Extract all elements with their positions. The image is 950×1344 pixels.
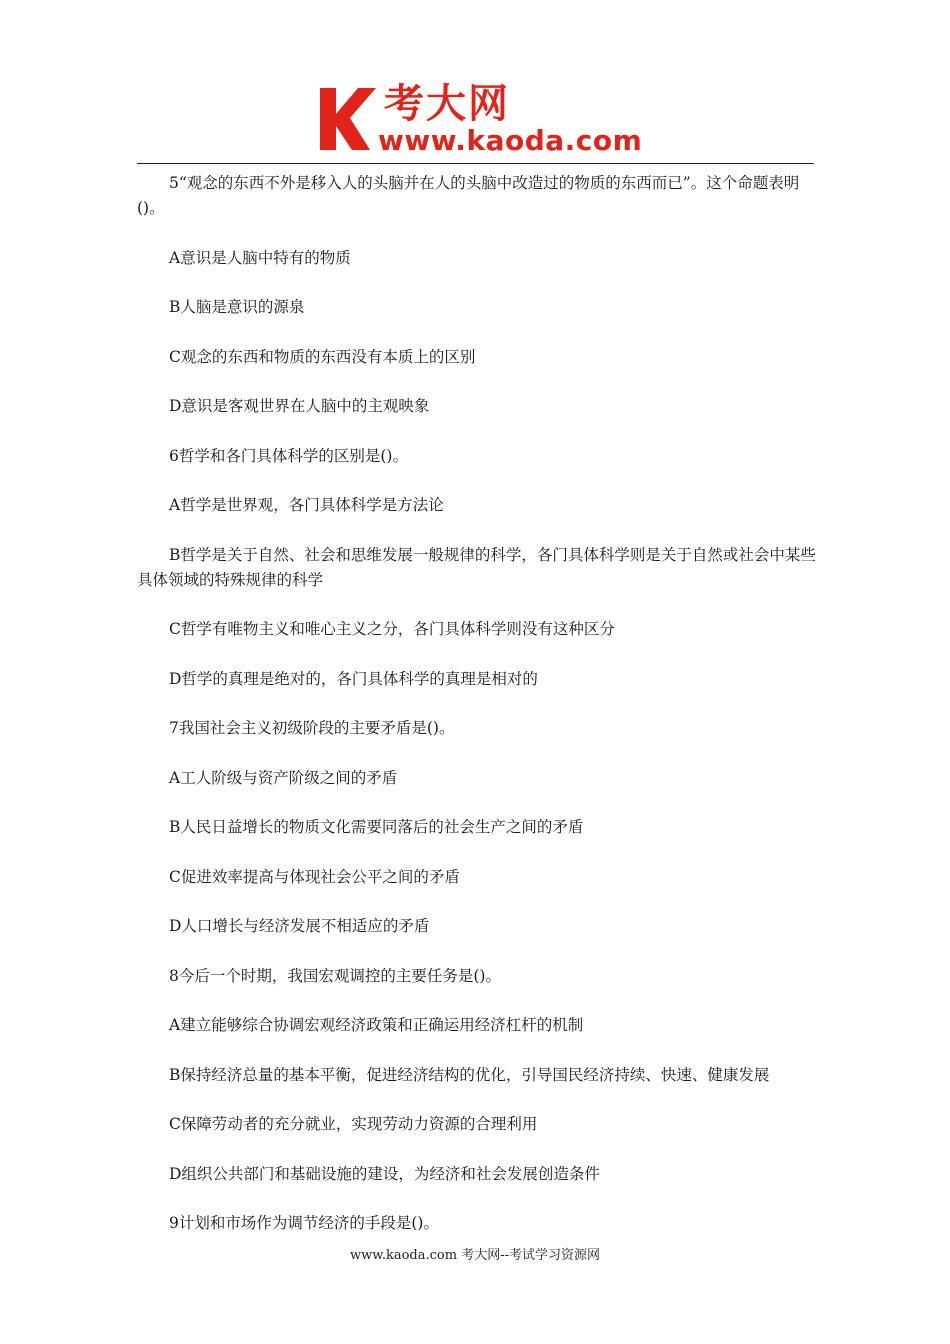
logo-url: www.kaoda.com bbox=[378, 124, 643, 157]
option-6b: B哲学是关于自然、社会和思维发展一般规律的科学，各门具体科学则是关于自然或社会中某些具体领域的特殊规律的科学 bbox=[137, 545, 816, 589]
page-footer: www.kaoda.com 考大网--考试学习资源网 bbox=[350, 1248, 600, 1263]
option-7a: A工人阶级与资产阶级之间的矛盾 bbox=[169, 768, 398, 787]
option-5c: C观念的东西和物质的东西没有本质上的区别 bbox=[169, 347, 476, 366]
option-8b: B保持经济总量的基本平衡，促进经济结构的优化，引导国民经济持续、快速、健康发展 bbox=[169, 1065, 770, 1084]
kaoda-logo bbox=[318, 80, 648, 160]
question-7: 7我国社会主义初级阶段的主要矛盾是()。 bbox=[169, 719, 455, 737]
option-6d: D哲学的真理是绝对的，各门具体科学的真理是相对的 bbox=[169, 669, 538, 688]
k-logo-icon bbox=[318, 84, 380, 154]
option-8c: C保障劳动者的充分就业，实现劳动力资源的合理利用 bbox=[169, 1115, 538, 1133]
option-7b: B人民日益增长的物质文化需要同落后的社会生产之间的矛盾 bbox=[169, 818, 584, 836]
option-7d: D人口增长与经济发展不相适应的矛盾 bbox=[169, 917, 430, 935]
option-7c: C促进效率提高与体现社会公平之间的矛盾 bbox=[169, 867, 460, 886]
question-8: 8今后一个时期，我国宏观调控的主要任务是()。 bbox=[169, 966, 501, 985]
option-5d: D意识是客观世界在人脑中的主观映象 bbox=[169, 397, 430, 415]
option-5a: A意识是人脑中特有的物质 bbox=[169, 248, 351, 267]
question-6: 6哲学和各门具体科学的区别是()。 bbox=[169, 446, 408, 465]
option-6a: A哲学是世界观，各门具体科学是方法论 bbox=[169, 496, 444, 514]
option-8d: D组织公共部门和基础设施的建设，为经济和社会发展创造条件 bbox=[169, 1164, 600, 1183]
option-6c: C哲学有唯物主义和唯心主义之分，各门具体科学则没有这种区分 bbox=[169, 620, 615, 638]
logo-name: 考大网 bbox=[384, 81, 510, 127]
header-divider bbox=[137, 163, 814, 164]
question-9: 9计划和市场作为调节经济的手段是()。 bbox=[169, 1214, 439, 1232]
option-8a: A建立能够综合协调宏观经济政策和正确运用经济杠杆的机制 bbox=[169, 1016, 584, 1034]
question-5: 5“观念的东西不外是移入人的头脑并在人的头脑中改造过的物质的东西而已”。这个命题表明()。 bbox=[137, 174, 800, 217]
option-5b: B人脑是意识的源泉 bbox=[169, 298, 305, 316]
document-body bbox=[137, 171, 817, 1261]
